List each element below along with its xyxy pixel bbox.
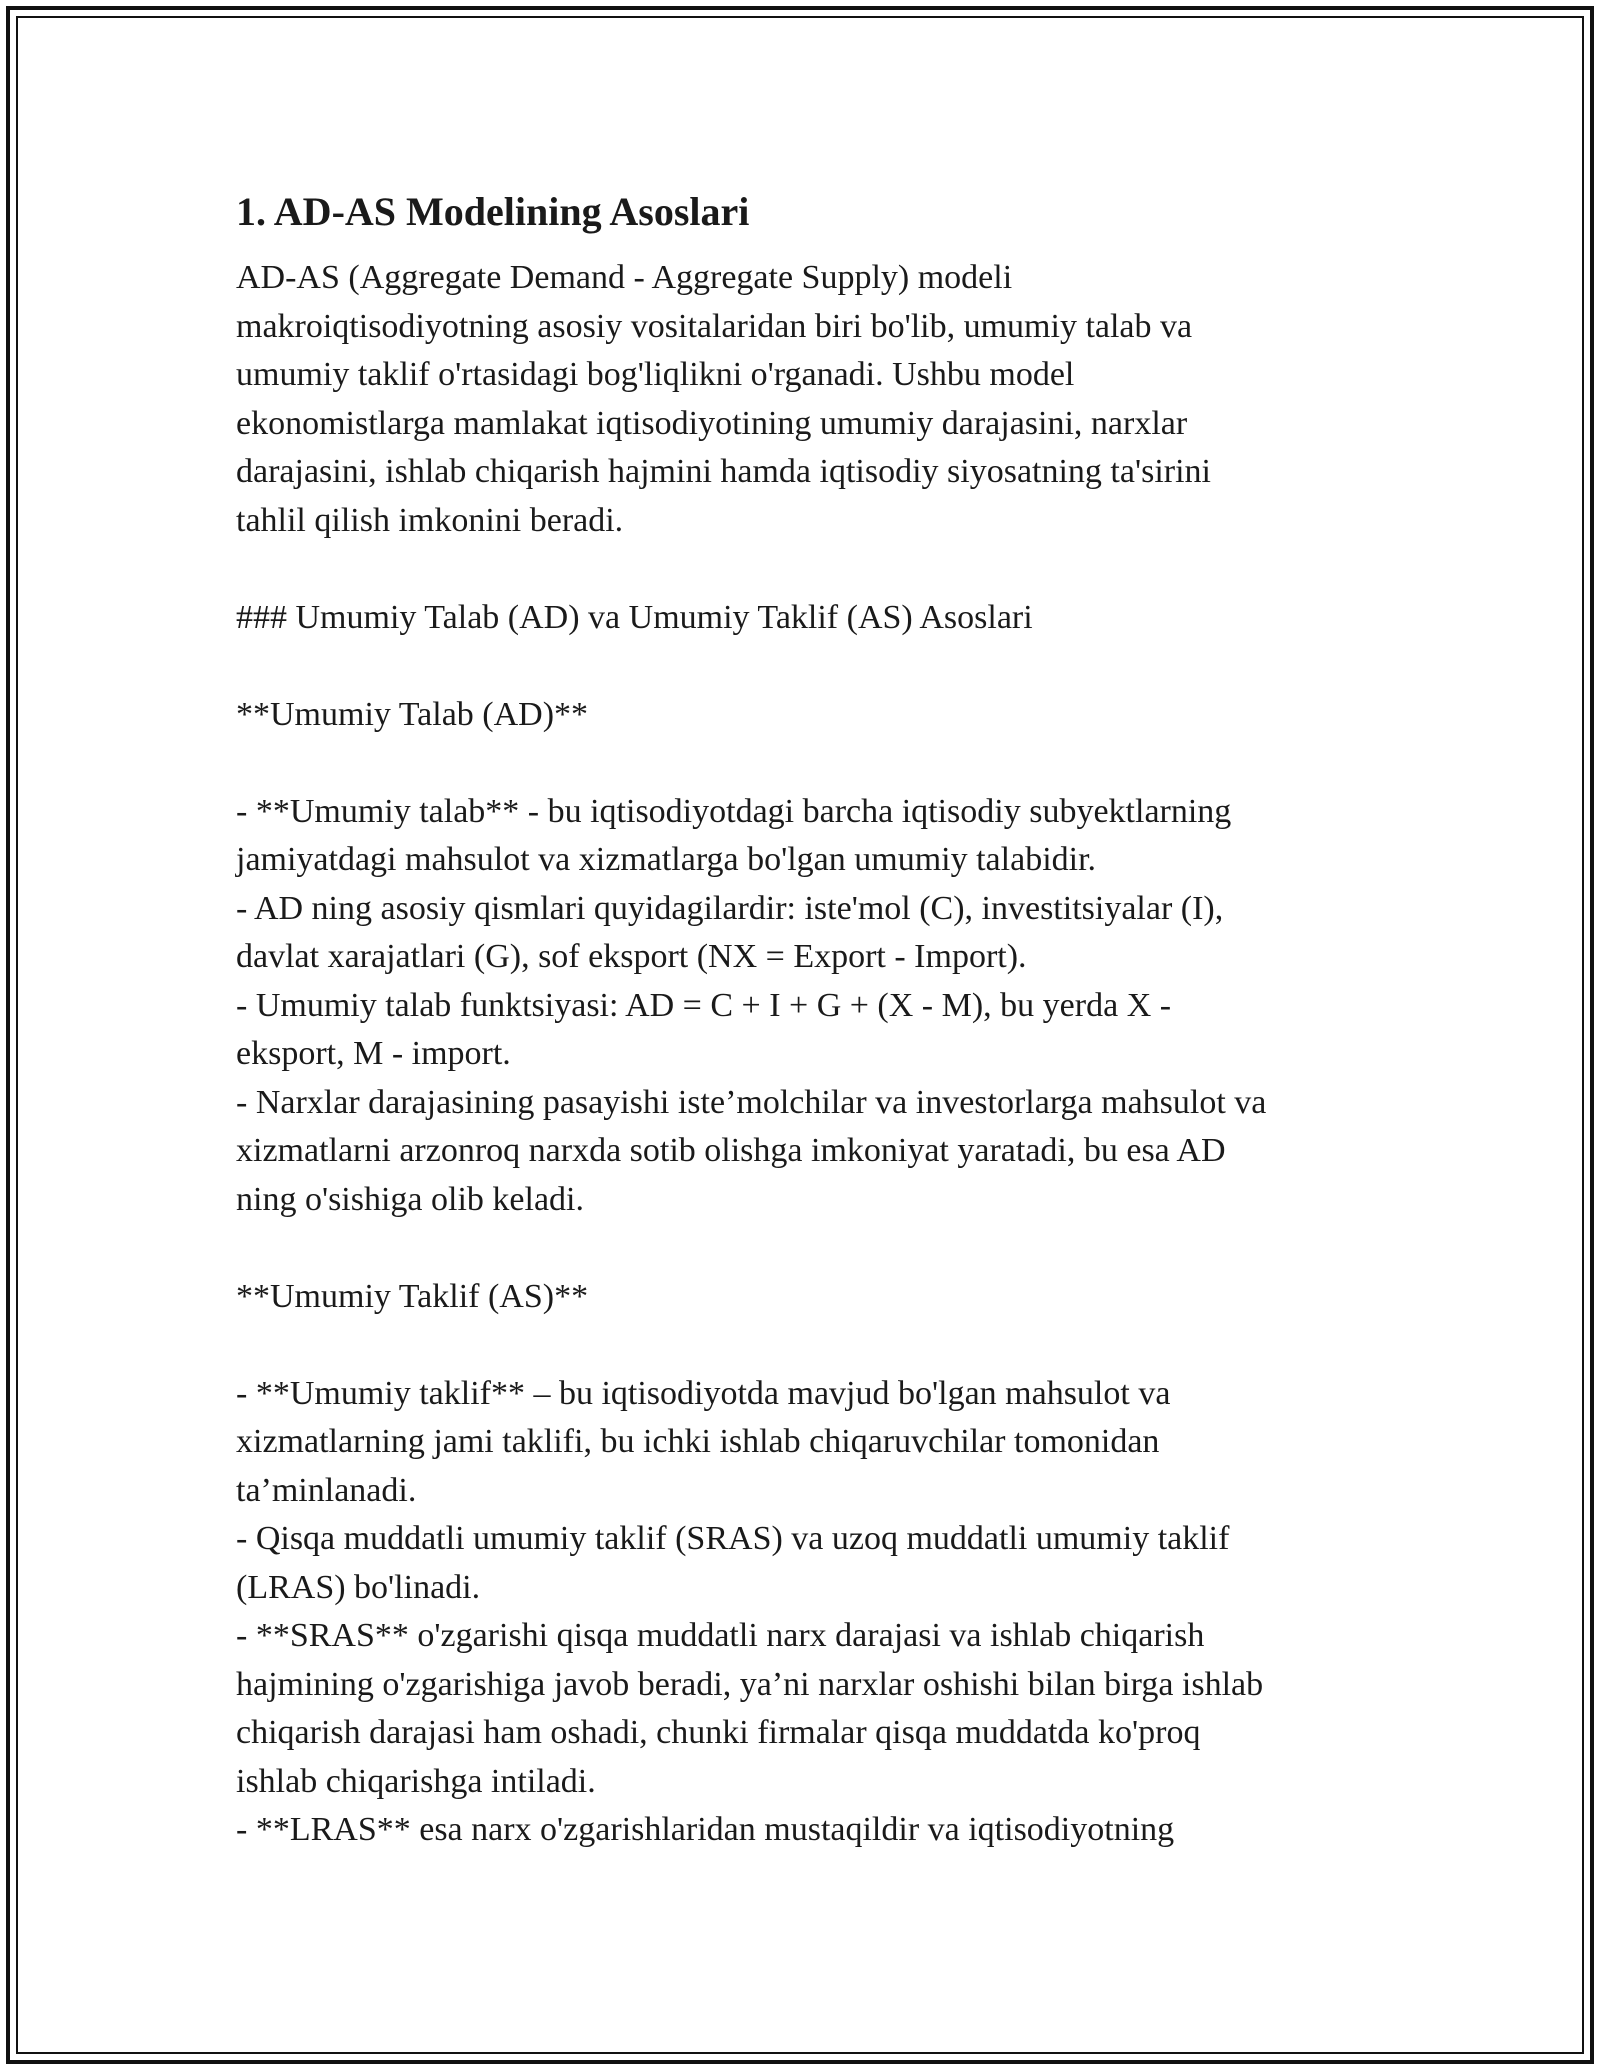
ad-line: - **Umumiy talab** - bu iqtisodiyotdagi barcha iqtisodiy subyektlarning (236, 792, 1232, 830)
as-list (236, 1370, 1366, 1855)
as-line: - **SRAS** o'zgarishi qisqa muddatli narx darajasi va ishlab chiqarish (236, 1617, 1205, 1654)
ad-line: ning o'sishiga olib keladi. (236, 1180, 584, 1218)
spacer (236, 1321, 1366, 1370)
as-line: - **LRAS** esa narx o'zgarishlaridan mustaqildir va iqtisodiyotning (236, 1811, 1175, 1848)
intro-line: darajasini, ishlab chiqarish hajmini hamda iqtisodiy siyosatning ta'sirini (236, 453, 1211, 490)
document-title: 1. AD-AS Modelining Asoslari (236, 189, 750, 234)
ad-line: - AD ning asosiy qismlari quyidagilardir: iste'mol (C), investitsiyalar (I), (236, 889, 1224, 927)
subheading-text: ### Umumiy Talab (AD) va Umumiy Taklif (AS) Asoslari (236, 598, 1033, 636)
as-line: ishlab chiqarishga intiladi. (236, 1762, 596, 1800)
ad-line: jamiyatdagi mahsulot va xizmatlarga bo'lgan umumiy talabidir. (236, 841, 1097, 878)
ad-heading-text: **Umumiy Talab (AD)** (236, 695, 589, 733)
as-line: - Qisqa muddatli umumiy taklif (SRAS) va uzoq muddatli umumiy taklif (236, 1520, 1230, 1557)
ad-line: - Umumiy talab funktsiyasi: AD = C + I + G + (X - M), bu yerda X - (236, 986, 1172, 1024)
as-heading (236, 1273, 1366, 1322)
intro-line: ekonomistlarga mamlakat iqtisodiyotining umumiy darajasini, narxlar (236, 404, 1188, 442)
spacer (236, 545, 1366, 594)
intro-line: makroiqtisodiyotning asosiy vositalaridan biri bo'lib, umumiy talab va (236, 307, 1193, 345)
as-line: ta’minlanadi. (236, 1471, 417, 1509)
document-page (236, 186, 1366, 1855)
intro-line: tahlil qilish imkonini beradi. (236, 501, 624, 539)
spacer (236, 642, 1366, 691)
ad-heading (236, 691, 1366, 740)
ad-line: - Narxlar darajasining pasayishi iste’molchilar va investorlarga mahsulot va (236, 1083, 1267, 1121)
as-line: chiqarish darajasi ham oshadi, chunki firmalar qisqa muddatda ko'proq (236, 1714, 1201, 1751)
intro-paragraph (236, 254, 1366, 545)
ad-line: eksport, M - import. (236, 1035, 511, 1072)
as-line: (LRAS) bo'linadi. (236, 1568, 481, 1606)
intro-line: AD-AS (Aggregate Demand - Aggregate Supply) modeli (236, 259, 1013, 296)
section-subheading (236, 594, 1366, 643)
as-line: - **Umumiy taklif** – bu iqtisodiyotda mavjud bo'lgan mahsulot va (236, 1374, 1171, 1412)
ad-list (236, 788, 1366, 1225)
intro-line: umumiy taklif o'rtasidagi bog'liqlikni o'rganadi. Ushbu model (236, 356, 1075, 393)
spacer (236, 1224, 1366, 1273)
as-line: xizmatlarning jami taklifi, bu ichki ishlab chiqaruvchilar tomonidan (236, 1423, 1160, 1460)
as-line: hajmining o'zgarishiga javob beradi, ya’ni narxlar oshishi bilan birga ishlab (236, 1665, 1264, 1703)
ad-line: xizmatlarni arzonroq narxda sotib olishga imkoniyat yaratadi, bu esa AD (236, 1132, 1226, 1169)
spacer (236, 739, 1366, 788)
ad-line: davlat xarajatlari (G), sof eksport (NX = Export - Import). (236, 938, 1027, 975)
as-heading-text: **Umumiy Taklif (AS)** (236, 1277, 589, 1315)
